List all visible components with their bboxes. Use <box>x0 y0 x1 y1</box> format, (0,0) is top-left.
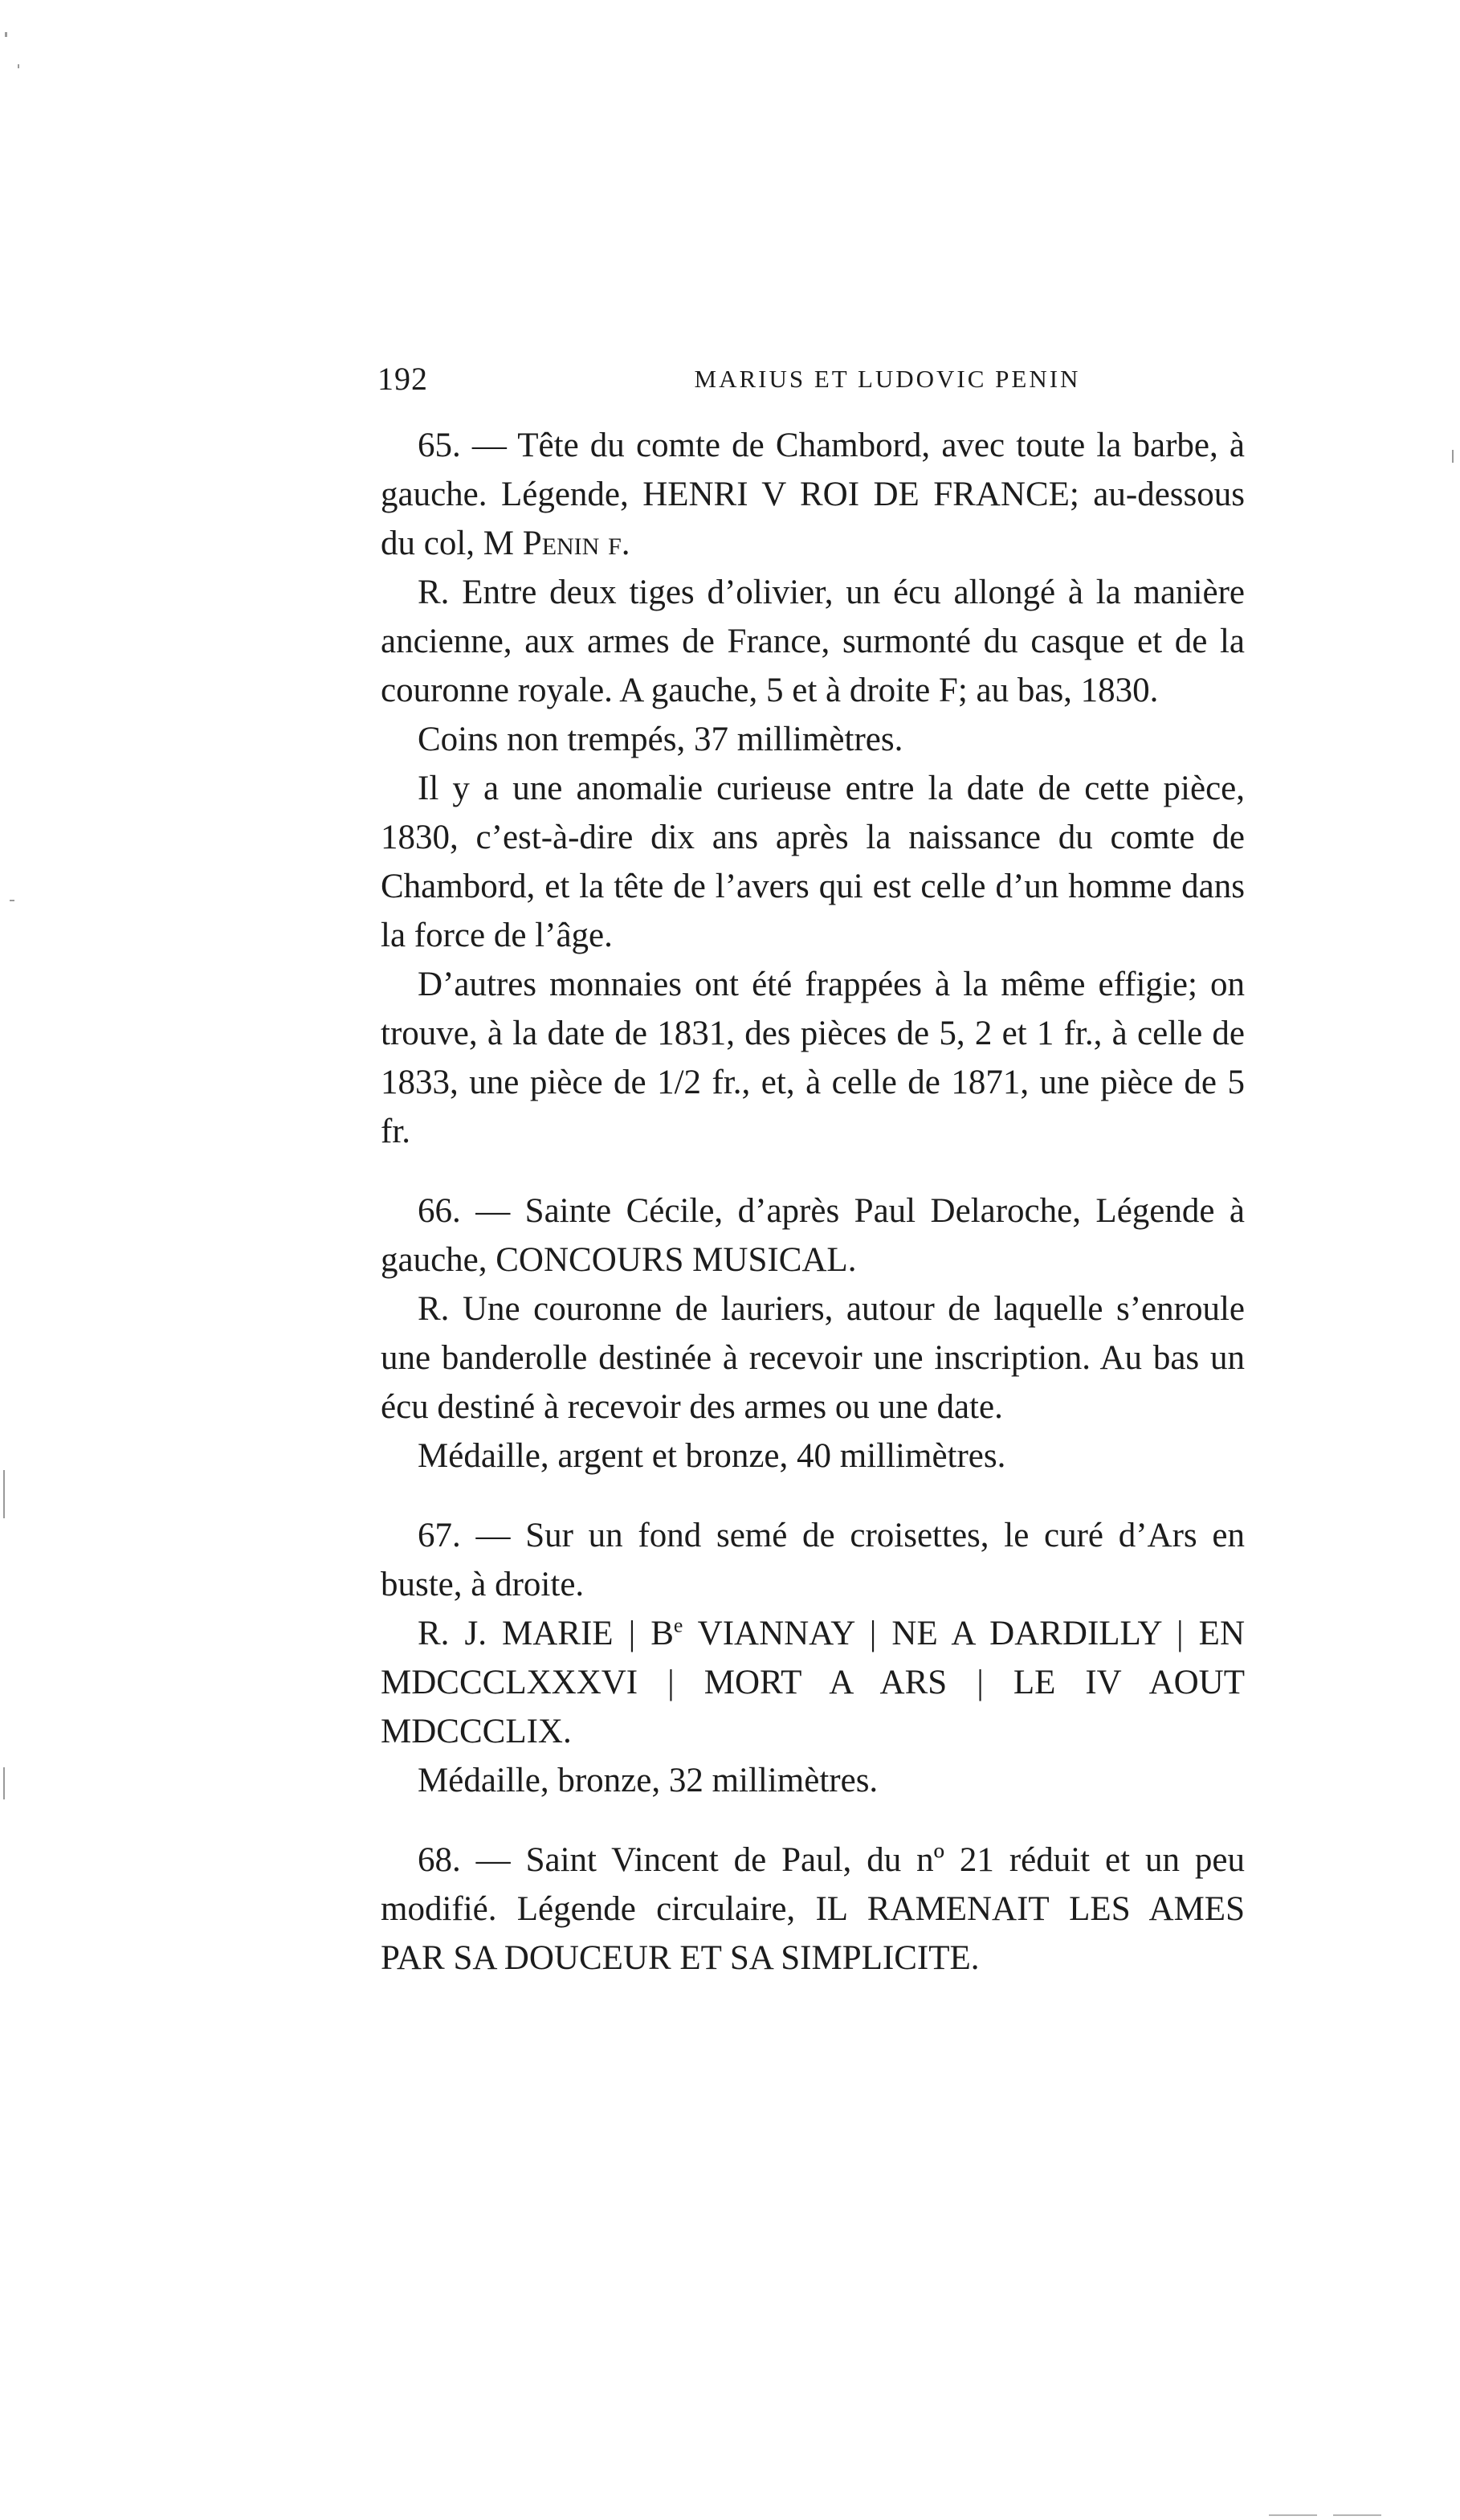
scan-speck <box>3 1767 5 1799</box>
scan-edge-rule <box>1333 2514 1381 2516</box>
main-text <box>381 421 1245 2013</box>
running-head <box>377 360 1245 408</box>
entry-paragraph: 66. — Sainte Cécile, d’après Paul Delaroche, Légende à gauche, CONCOURS MUSICAL. <box>381 1192 1245 1279</box>
entry-paragraph <box>381 421 1245 568</box>
entry-paragraph: 67. — Sur un fond semé de croisettes, le curé d’Ars en buste, à droite. <box>381 1517 1245 1603</box>
entry-paragraph <box>381 1609 1245 1756</box>
entry-paragraph: Médaille, bronze, 32 millimètres. <box>418 1762 879 1799</box>
scan-speck <box>18 64 19 68</box>
scan-speck <box>5 32 7 37</box>
entry-paragraph: R. Entre deux tiges d’olivier, un écu allongé à la manière ancienne, aux armes de France, surmonté du casque et de la couronne royale. A gauche, 5 et à droite F; au bas, 1830. <box>381 574 1245 709</box>
running-title: MARIUS ET LUDOVIC PENIN <box>694 365 1081 393</box>
page-number: 192 <box>377 361 428 397</box>
entry-paragraph: Il y a une anomalie curieuse entre la date de cette pièce, 1830, c’est-à-dire dix ans après la naissance du comte de Chambord, et la tête de l’avers qui est celle d’un homme dans la force de l’âge. <box>381 770 1245 954</box>
entry-65 <box>381 421 1245 1156</box>
signature-smallcaps: Penin f. <box>522 525 630 562</box>
entry-paragraph: Coins non trempés, 37 millimètres. <box>418 721 903 758</box>
scan-speck <box>10 900 14 901</box>
entry-text: R. J. MARIE | B <box>418 1615 674 1652</box>
entry-paragraph: D’autres monnaies ont été frappées à la même effigie; on trouve, à la date de 1831, des pièces de 5, 2 et 1 fr., à celle de 1833, une pièce de 1/2 fr., et, à celle de 1871, une pièce de 5 fr. <box>381 966 1245 1150</box>
scan-speck <box>1452 450 1454 463</box>
entry-67 <box>381 1511 1245 1805</box>
entry-66 <box>381 1186 1245 1481</box>
entry-68 <box>381 1836 1245 1983</box>
entry-text: VIANNAY | NE A DARDILLY | EN MDCCCLXXXVI | MORT A ARS | LE IV AOUT MDCCCLIX. <box>381 1615 1245 1750</box>
scan-edge-rule <box>1269 2514 1317 2516</box>
entry-paragraph: R. Une couronne de lauriers, autour de laquelle s’enroule une banderolle destinée à recevoir une inscription. Au bas un écu destiné à recevoir des armes ou une date. <box>381 1290 1245 1426</box>
entry-paragraph: Médaille, argent et bronze, 40 millimètres. <box>418 1437 1006 1475</box>
superscript: e <box>673 1613 683 1637</box>
entry-paragraph: 68. — Saint Vincent de Paul, du nº 21 réduit et un peu modifié. Légende circulaire, IL RAMENAIT LES AMES PAR SA DOUCEUR ET SA SIMPLICITE. <box>381 1841 1245 1977</box>
scan-speck <box>3 1470 5 1518</box>
entry-text: 65. — Tête du comte de Chambord, avec toute la barbe, à gauche. Légende, HENRI V ROI DE FRANCE; au-dessous du col, M <box>381 427 1245 562</box>
